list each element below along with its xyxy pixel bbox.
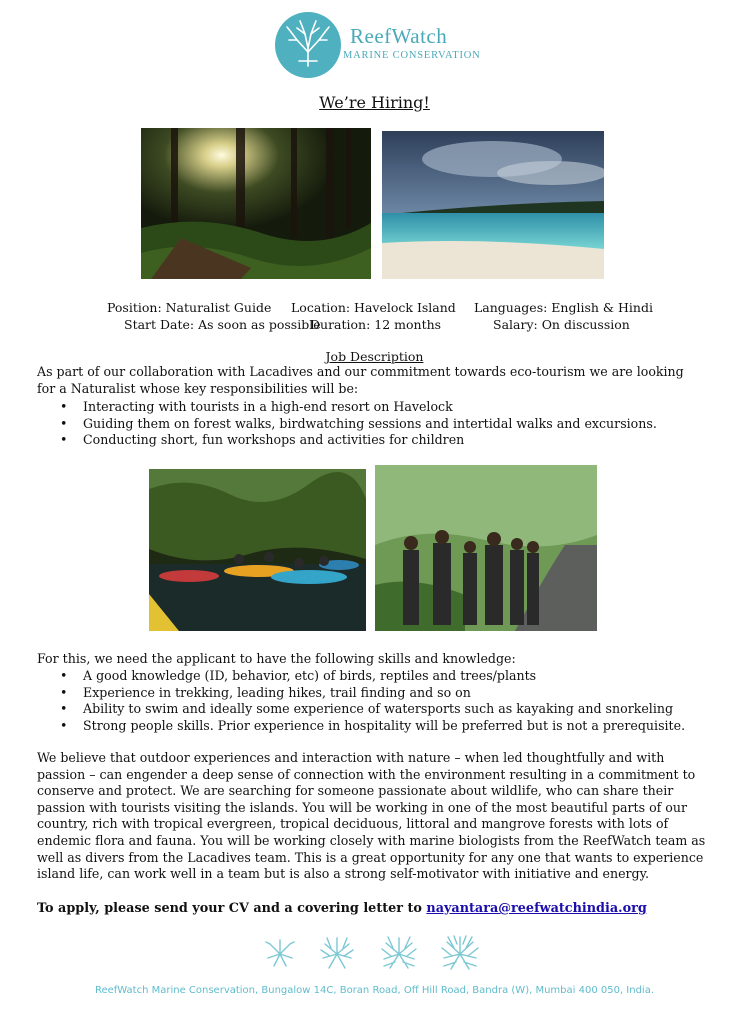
- logo-subtitle: MARINE CONSERVATION: [343, 50, 481, 61]
- responsibilities-list: [37, 399, 717, 449]
- info-languages: Languages: English & Hindi: [474, 300, 653, 315]
- info-location: Location: Havelock Island: [291, 300, 456, 315]
- info-salary: Salary: On discussion: [493, 317, 630, 332]
- logo-name: ReefWatch: [350, 24, 448, 48]
- info-duration: Duration: 12 months: [310, 317, 442, 332]
- list-item: • Strong people skills. Prior experience in hospitality will be preferred but is not a prerequisite.: [37, 718, 717, 735]
- kayak-photo: [149, 469, 366, 631]
- list-item: • Interacting with tourists in a high-end resort on Havelock: [37, 399, 717, 416]
- reefwatch-logo: [275, 12, 341, 78]
- coral-icon: [442, 936, 478, 969]
- requirements-intro: For this, we need the applicant to have the following skills and knowledge:: [37, 651, 516, 666]
- coral-icon: [321, 938, 353, 968]
- list-item: • Conducting short, fun workshops and activities for children: [37, 432, 717, 449]
- list-item: • Experience in trekking, leading hikes, trail finding and so on: [37, 685, 717, 702]
- beach-photo: [382, 131, 604, 279]
- footer-address: ReefWatch Marine Conservation, Bungalow 14C, Boran Road, Off Hill Road, Bandra (W), Mumbai 400 050, India.: [94, 985, 655, 996]
- coral-tree-icon: [275, 12, 341, 78]
- job-description-heading: Job Description: [325, 349, 424, 364]
- birdwatching-photo: [375, 465, 597, 631]
- apply-text: To apply, please send your CV and a covering letter to: [37, 901, 427, 916]
- apply-line: [37, 901, 647, 916]
- job-description-intro: As part of our collaboration with Lacadives and our commitment towards eco-tourism we are looking for a Naturalist whose key responsibilities will be:: [37, 364, 684, 396]
- forest-photo: [141, 128, 371, 279]
- page-title: We’re Hiring!: [319, 93, 430, 112]
- coral-icon: [382, 937, 416, 968]
- list-item: • A good knowledge (ID, behavior, etc) of birds, reptiles and trees/plants: [37, 668, 717, 685]
- closing-paragraph: We believe that outdoor experiences and interaction with nature – when led thoughtfully and with passion – can engender a deep sense of connection with the environment resulting in a commitment to conserve and protect. We are searching for someone passionate about wildlife, who can share their passion with tourists visiting the islands. You will be working in one of the most beautiful parts of our country, rich with tropical evergreen, tropical deciduous, littoral and mangrove forests with lots of endemic flora and fauna. You will be working closely with marine biologists from the ReefWatch team as well as divers from the Lacadives team. This is a great opportunity for any one that wants to experience island life, can work well in a team but is also a strong self-motivator with initiative and energy.: [37, 750, 706, 882]
- list-item: • Ability to swim and ideally some experience of watersports such as kayaking and snorkeling: [37, 701, 717, 718]
- coral-icon: [266, 940, 294, 966]
- requirements-list: [37, 668, 717, 734]
- info-start-date: Start Date: As soon as possible: [124, 317, 321, 332]
- email-link[interactable]: nayantara@reefwatchindia.org: [426, 901, 647, 916]
- list-item: • Guiding them on forest walks, birdwatching sessions and intertidal walks and excursions.: [37, 416, 717, 433]
- info-position: Position: Naturalist Guide: [107, 300, 272, 315]
- coral-decoration: [262, 932, 492, 974]
